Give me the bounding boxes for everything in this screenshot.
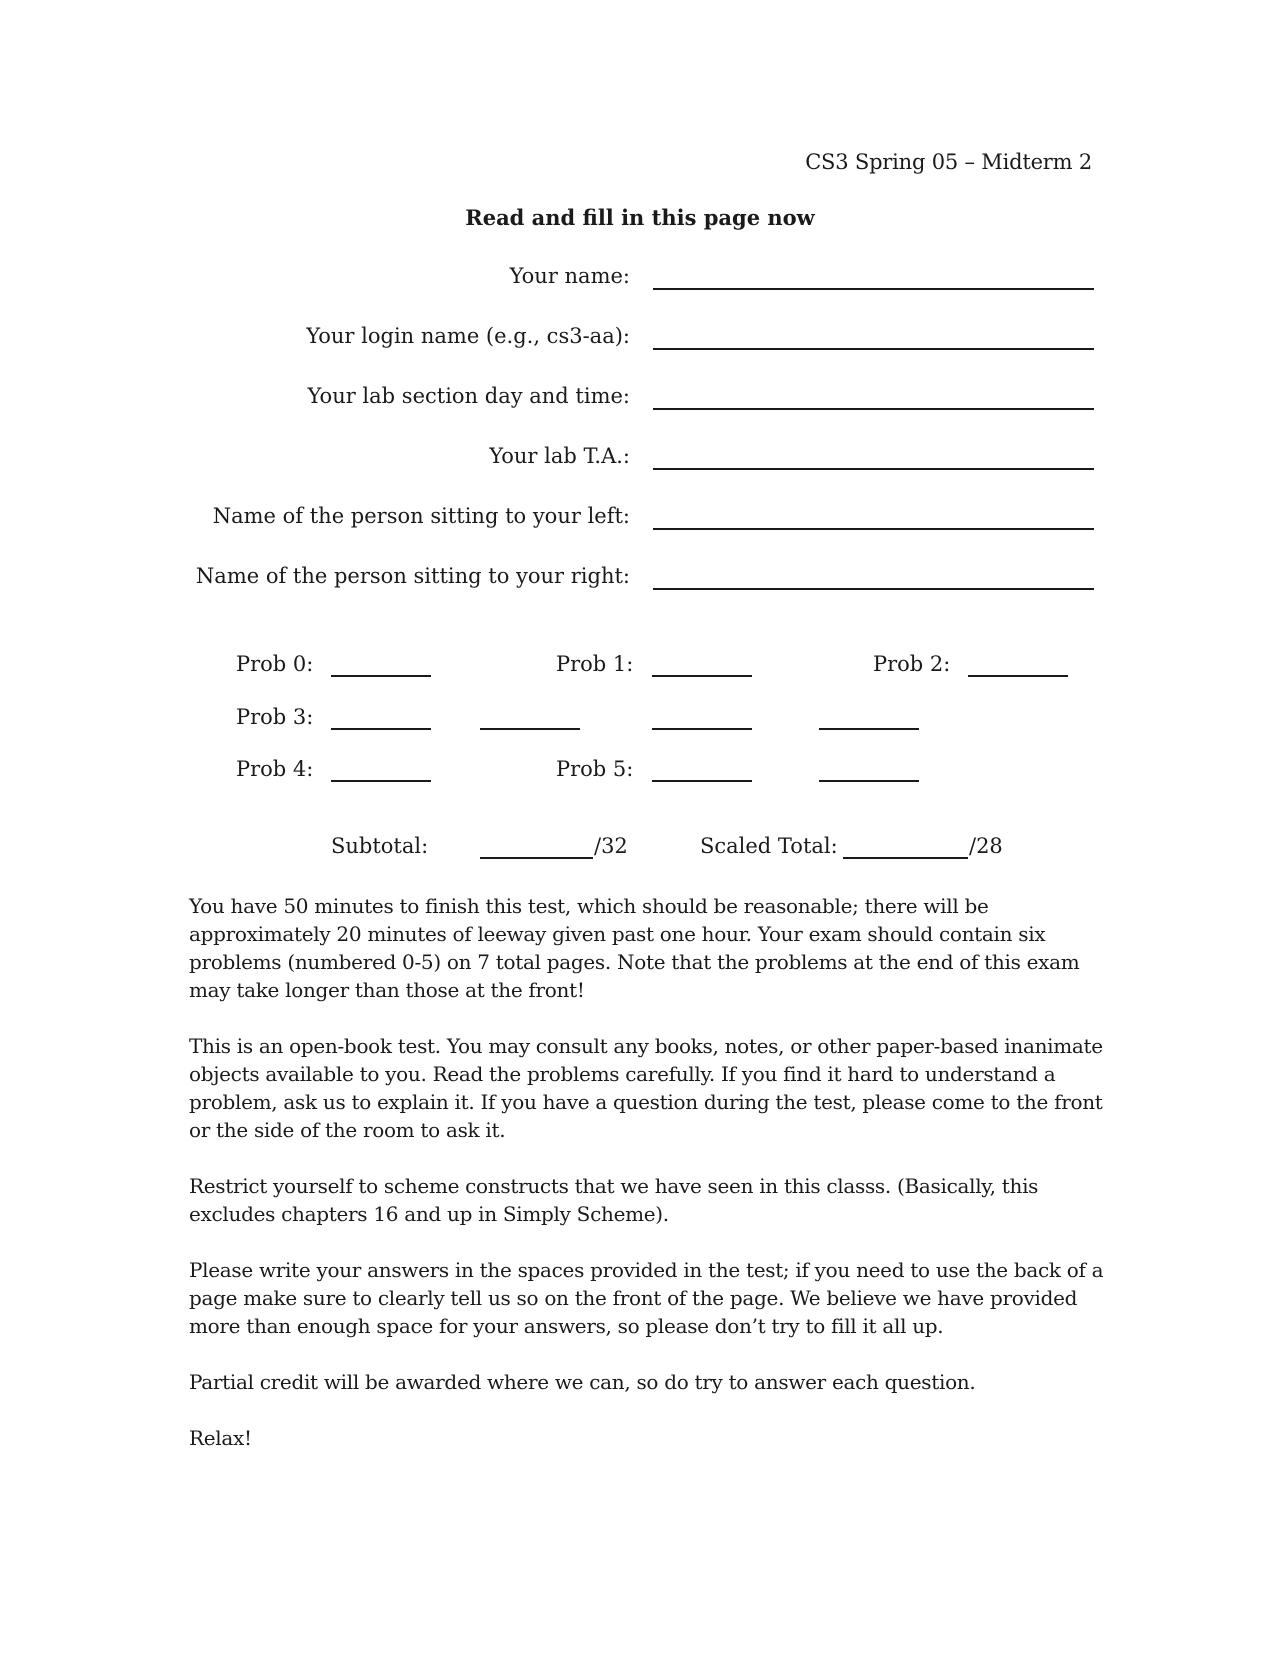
exam-header: CS3 Spring 05 – Midterm 2: [805, 150, 1092, 174]
subtotal-label: Subtotal:: [331, 834, 429, 858]
field-lab-ta: [0, 444, 1280, 474]
field-lab-section: [0, 384, 1280, 414]
prob-5-blank-a[interactable]: [652, 780, 752, 782]
prob-5-blank-b[interactable]: [819, 780, 919, 782]
prob-3-blank-a[interactable]: [331, 728, 431, 730]
field-your-name: [0, 264, 1280, 294]
prob-1-blank[interactable]: [652, 675, 752, 677]
field-left-neighbor: [0, 504, 1280, 534]
instruction-paragraph: Relax!: [189, 1426, 252, 1450]
instruction-paragraph: This is an open-book test. You may consult any books, notes, or other paper-based inanimate objects available to you. Read the problems carefully. If you find it hard to understand a problem, ask us to explain it. If you have a question during the test, please come to the front or the side of the room to ask it.: [189, 1034, 1103, 1142]
field-login-name: [0, 324, 1280, 354]
prob-3-label: Prob 3:: [236, 705, 314, 729]
subtotal-blank[interactable]: [480, 857, 593, 859]
scaled-total-max: /28: [969, 834, 1003, 858]
field-right-neighbor: [0, 564, 1280, 594]
login-name-blank[interactable]: [653, 348, 1094, 350]
instruction-paragraph: Please write your answers in the spaces provided in the test; if you need to use the back of a page make sure to clearly tell us so on the front of the page. We believe we have provided more than enough space for your answers, so please don’t try to fill it all up.: [189, 1258, 1104, 1338]
form-title: Read and fill in this page now: [465, 205, 815, 230]
prob-5-label: Prob 5:: [556, 757, 634, 781]
prob-1-label: Prob 1:: [556, 652, 634, 676]
left-neighbor-blank[interactable]: [653, 528, 1094, 530]
field-label: Name of the person sitting to your right:: [195, 564, 630, 588]
scaled-total-blank[interactable]: [843, 857, 968, 859]
field-label: Your lab section day and time:: [307, 384, 630, 408]
field-label: Your name:: [509, 264, 630, 288]
instruction-paragraph: Partial credit will be awarded where we can, so do try to answer each question.: [189, 1370, 976, 1394]
prob-4-label: Prob 4:: [236, 757, 314, 781]
prob-0-label: Prob 0:: [236, 652, 314, 676]
field-label: Your login name (e.g., cs3-aa):: [306, 324, 630, 348]
prob-2-label: Prob 2:: [873, 652, 951, 676]
right-neighbor-blank[interactable]: [653, 588, 1094, 590]
subtotal-max: /32: [594, 834, 628, 858]
field-label: Name of the person sitting to your left:: [212, 504, 630, 528]
name-blank[interactable]: [653, 288, 1094, 290]
prob-4-blank[interactable]: [331, 780, 431, 782]
prob-3-blank-d[interactable]: [819, 728, 919, 730]
lab-ta-blank[interactable]: [653, 468, 1094, 470]
prob-2-blank[interactable]: [968, 675, 1068, 677]
scaled-total-label: Scaled Total:: [700, 834, 838, 858]
prob-0-blank[interactable]: [331, 675, 431, 677]
instructions: [189, 892, 1119, 1480]
prob-3-blank-b[interactable]: [480, 728, 580, 730]
lab-section-blank[interactable]: [653, 408, 1094, 410]
prob-3-blank-c[interactable]: [652, 728, 752, 730]
instruction-paragraph: You have 50 minutes to finish this test, which should be reasonable; there will be approximately 20 minutes of leeway given past one hour. Your exam should contain six problems (numbered 0-5) on 7 total pages. Note that the problems at the end of this exam may take longer than those at the front!: [189, 894, 1080, 1002]
instruction-paragraph: Restrict yourself to scheme constructs that we have seen in this classs. (Basically, this excludes chapters 16 and up in Simply Scheme).: [189, 1174, 1039, 1226]
field-label: Your lab T.A.:: [489, 444, 630, 468]
